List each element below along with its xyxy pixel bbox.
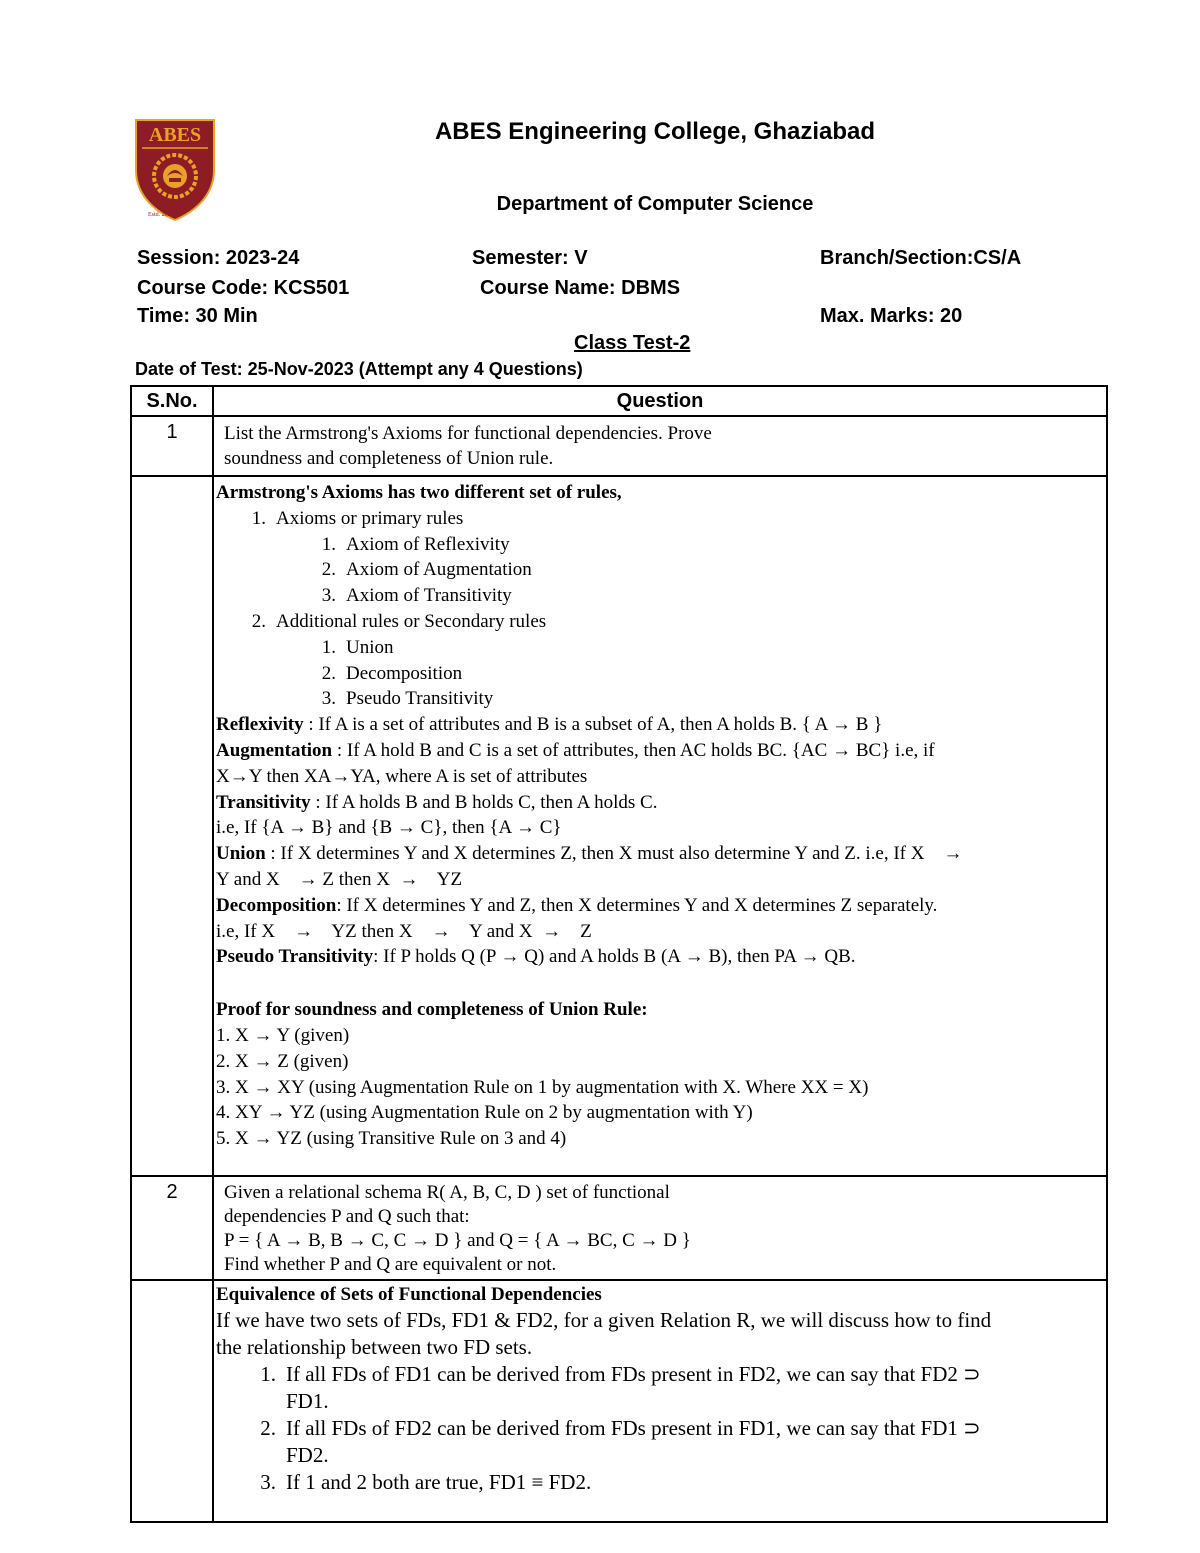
list-item: 2. Decomposition xyxy=(321,662,463,684)
list-item: 1. Axiom of Reflexivity xyxy=(321,533,510,555)
list-item: 1. If all FDs of FD1 can be derived from FDs present in FD2, we can say that FD2 ⊃ xyxy=(260,1362,981,1386)
augmentation-def-cont: X→Y then XA→YA, where A is set of attributes xyxy=(216,765,588,787)
q2-line: P = { A → B, B → C, C → D } and Q = { A → BC, C → D } xyxy=(224,1230,691,1251)
table-row xyxy=(131,1176,1107,1280)
col-sno-header: S.No. xyxy=(131,386,213,416)
list-item: 3. Pseudo Transitivity xyxy=(321,688,494,710)
col-question-header: Question xyxy=(213,386,1107,416)
proof-step: 2. X → Z (given) xyxy=(216,1050,349,1072)
q2-question xyxy=(213,1176,1107,1280)
q2-line: Given a relational schema R( A, B, C, D ) set of functional xyxy=(224,1182,670,1203)
proof-heading: Proof for soundness and completeness of Union Rule: xyxy=(216,999,648,1021)
test-title: Class Test-2 xyxy=(574,332,691,354)
a1-answer xyxy=(213,476,1107,1176)
q2-sno: 2 xyxy=(131,1176,213,1280)
logo-text: ABES xyxy=(148,124,202,146)
decomposition-def: Decomposition: If X determines Y and Z, then X determines Y and X determines Z separately. xyxy=(216,894,938,916)
list-item: 2. If all FDs of FD2 can be derived from FDs present in FD1, we can say that FD1 ⊃ xyxy=(260,1416,981,1440)
list-item: 2. Additional rules or Secondary rules xyxy=(251,610,547,632)
session: Session: 2023-24 xyxy=(137,247,300,269)
time: Time: 30 Min xyxy=(137,305,258,327)
course-code: Course Code: KCS501 xyxy=(137,277,350,299)
max-marks: Max. Marks: 20 xyxy=(820,305,963,327)
proof-step: 5. X → YZ (using Transitive Rule on 3 and 4) xyxy=(216,1128,567,1150)
list-item: 2. Axiom of Augmentation xyxy=(321,559,532,581)
table-header-row xyxy=(131,386,1107,416)
list-item-cont: FD2. xyxy=(286,1443,329,1467)
a2-intro: the relationship between two FD sets. xyxy=(216,1335,533,1359)
union-def-cont: Y and X → Z then X → YZ xyxy=(216,868,463,890)
a1-heading: Armstrong's Axioms has two different set of rules, xyxy=(216,482,622,503)
proof-step: 4. XY → YZ (using Augmentation Rule on 2 by augmentation with Y) xyxy=(216,1102,753,1124)
union-def: Union : If X determines Y and X determines Z, then X must also determine Y and Z. i.e, If X → xyxy=(216,843,963,865)
q1-line: soundness and completeness of Union rule. xyxy=(224,448,554,469)
a1-sno xyxy=(131,476,213,1176)
decomposition-def-cont: i.e, If X → YZ then X → Y and X → Z xyxy=(216,920,592,942)
a2-intro: If we have two sets of FDs, FD1 & FD2, for a given Relation R, we will discuss how to find xyxy=(216,1308,992,1332)
list-item: 1. Union xyxy=(321,636,394,658)
transitivity-def: Transitivity : If A holds B and B holds C, then A holds C. xyxy=(216,791,658,813)
college-name: ABES Engineering College, Ghaziabad xyxy=(434,118,876,145)
q2-line: dependencies P and Q such that: xyxy=(224,1206,470,1227)
q1-line: List the Armstrong's Axioms for functional dependencies. Prove xyxy=(224,423,712,444)
list-item-cont: FD1. xyxy=(286,1389,329,1413)
semester: Semester: V xyxy=(472,247,588,269)
branch-section: Branch/Section:CS/A xyxy=(820,247,1022,269)
list-item: 3. Axiom of Transitivity xyxy=(321,585,512,607)
table-row xyxy=(131,476,1107,1176)
transitivity-def-cont: i.e, If {A → B} and {B → C}, then {A → C} xyxy=(216,817,562,839)
department-name: Department of Computer Science xyxy=(496,193,814,215)
a2-sno xyxy=(131,1280,213,1522)
reflexivity-def: Reflexivity : If A is a set of attributes and B is a subset of A, then A holds B. { A → B } xyxy=(216,714,883,736)
question-table xyxy=(130,385,1108,1523)
q2-line: Find whether P and Q are equivalent or not. xyxy=(224,1254,557,1275)
augmentation-def: Augmentation : If A hold B and C is a set of attributes, then AC holds BC. {AC → BC} i.e, if xyxy=(216,739,935,761)
table-row xyxy=(131,416,1107,476)
a2-answer xyxy=(213,1280,1107,1522)
proof-step: 1. X → Y (given) xyxy=(216,1024,350,1046)
list-item: 1. Axioms or primary rules xyxy=(251,507,464,529)
q1-question xyxy=(213,416,1107,476)
proof-step: 3. X → XY (using Augmentation Rule on 1 by augmentation with X. Where XX = X) xyxy=(216,1076,869,1098)
q1-sno: 1 xyxy=(131,416,213,476)
list-item: 3. If 1 and 2 both are true, FD1 ≡ FD2. xyxy=(260,1470,592,1494)
date-of-test: Date of Test: 25-Nov-2023 (Attempt any 4 Questions) xyxy=(135,359,583,379)
pseudo-transitivity-def: Pseudo Transitivity: If P holds Q (P → Q) and A holds B (A → B), then PA → QB. xyxy=(216,946,856,968)
table-row xyxy=(131,1280,1107,1522)
a2-heading: Equivalence of Sets of Functional Dependencies xyxy=(216,1284,602,1305)
logo-est: Estd. 2000 xyxy=(148,212,174,218)
course-name: Course Name: DBMS xyxy=(480,277,681,299)
